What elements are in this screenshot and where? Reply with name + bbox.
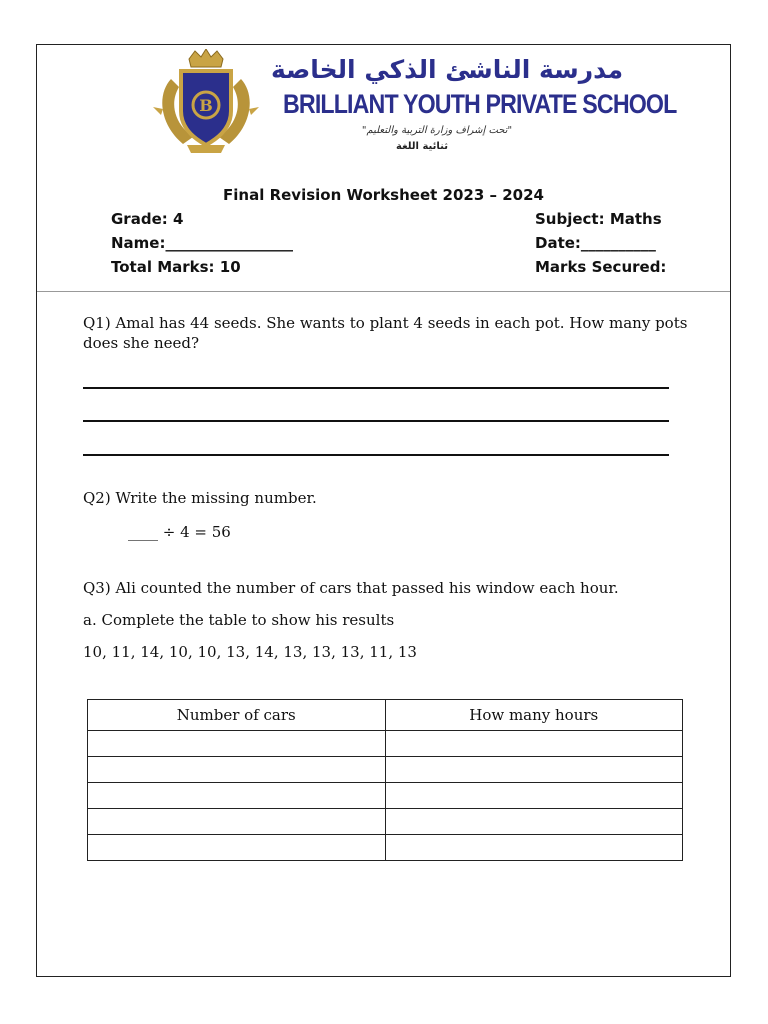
question-2: Q2) Write the missing number. xyxy=(83,489,317,507)
svg-text:B: B xyxy=(199,96,213,115)
question-1-line-1: Q1) Amal has 44 seeds. She wants to plant 4 seeds in each pot. How many pots xyxy=(83,314,688,332)
question-1-line-2: does she need? xyxy=(83,334,200,352)
school-name-arabic: مدرسة الناشئ الذكي الخاصة xyxy=(270,55,624,84)
worksheet-title: Final Revision Worksheet 2023 – 2024 xyxy=(223,186,544,204)
table-cell[interactable] xyxy=(385,757,683,783)
answer-line xyxy=(83,387,669,389)
bilingual-text: ثنائية اللغة xyxy=(396,141,448,152)
supervision-text: "تحت إشراف وزارة التربية والتعليم" xyxy=(361,125,513,136)
grade-label: Grade: 4 xyxy=(111,210,184,228)
table-cell[interactable] xyxy=(385,731,683,757)
table-cell[interactable] xyxy=(385,783,683,809)
total-marks-label: Total Marks: 10 xyxy=(111,258,241,276)
name-field: Name:_________________ xyxy=(111,234,293,252)
header-divider xyxy=(37,291,730,292)
table-cell[interactable] xyxy=(88,783,386,809)
date-field: Date:__________ xyxy=(535,234,656,252)
table-cell[interactable] xyxy=(88,835,386,861)
table-header-row xyxy=(88,700,683,731)
answer-line xyxy=(83,454,669,456)
table-cell[interactable] xyxy=(385,809,683,835)
school-name-english: BRILLIANT YOUTH PRIVATE SCHOOL xyxy=(283,89,677,119)
column-header-number-of-cars: Number of cars xyxy=(88,700,386,731)
table-cell[interactable] xyxy=(88,809,386,835)
table-row xyxy=(88,757,683,783)
column-header-how-many-hours: How many hours xyxy=(385,700,683,731)
results-table xyxy=(87,699,683,861)
table-cell[interactable] xyxy=(88,757,386,783)
answer-line xyxy=(83,420,669,422)
question-2-equation: ____ ÷ 4 = 56 xyxy=(128,523,231,541)
table-row xyxy=(88,809,683,835)
table-row xyxy=(88,731,683,757)
question-3-part-a: a. Complete the table to show his results xyxy=(83,611,395,629)
subject-label: Subject: Maths xyxy=(535,210,662,228)
table-row xyxy=(88,835,683,861)
marks-secured-label: Marks Secured: xyxy=(535,258,667,276)
school-crest-icon xyxy=(153,49,259,157)
worksheet-page xyxy=(36,44,731,977)
table-cell[interactable] xyxy=(88,731,386,757)
table-row xyxy=(88,783,683,809)
question-3-data: 10, 11, 14, 10, 10, 13, 14, 13, 13, 13, 11, 13 xyxy=(83,643,417,661)
table-cell[interactable] xyxy=(385,835,683,861)
question-3: Q3) Ali counted the number of cars that passed his window each hour. xyxy=(83,579,619,597)
